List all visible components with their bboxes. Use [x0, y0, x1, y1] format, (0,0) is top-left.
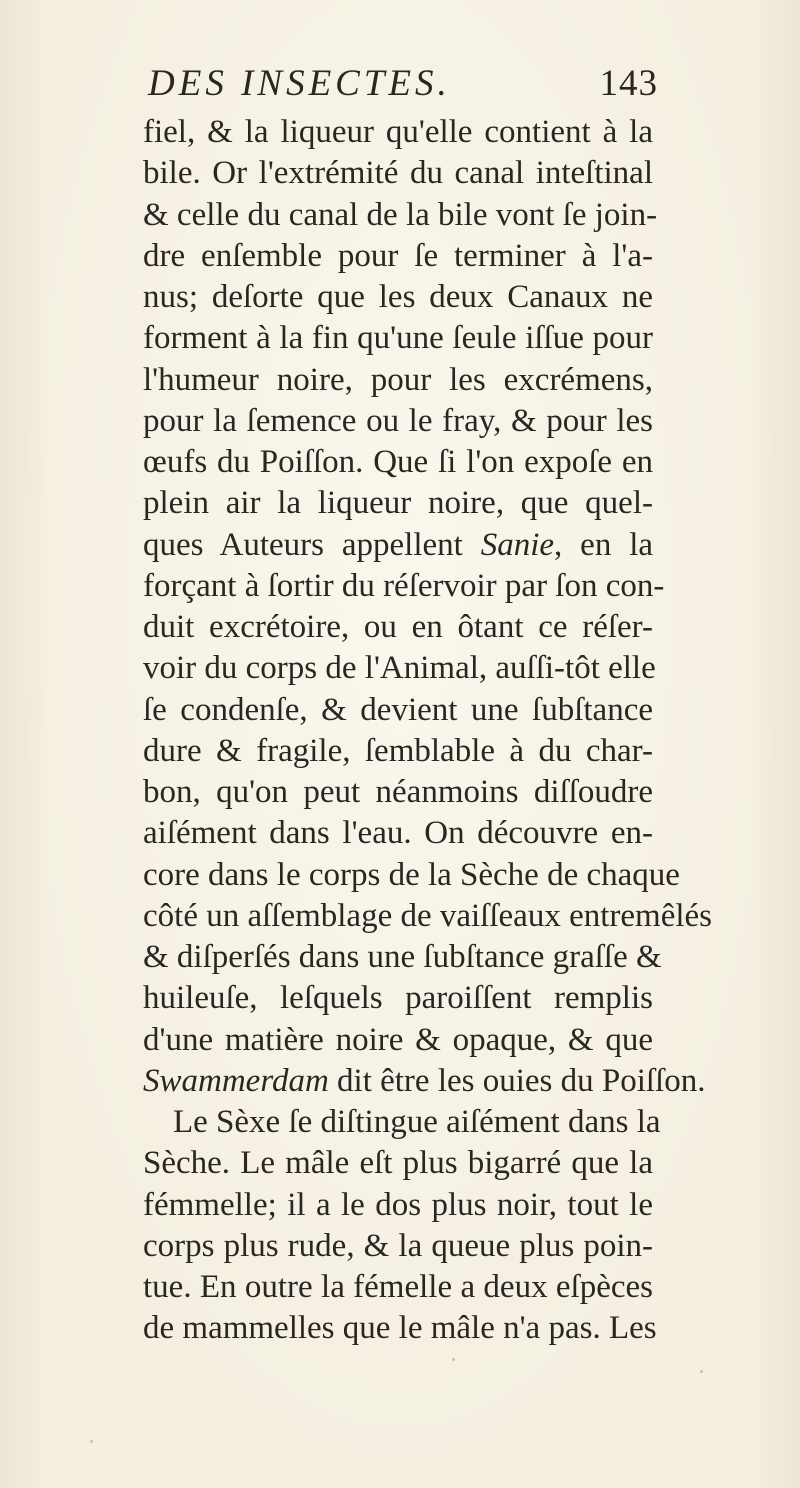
- text-line: & diſperſés dans une ſubſtance graſſe &: [143, 939, 662, 975]
- text-line: ſe condenſe, & devient une ſubſtance: [143, 691, 653, 728]
- text-line: Sèche. Le mâle eſt plus bigarré que la: [143, 1145, 653, 1182]
- text-line: fiel, & la liqueur qu'elle contient à la: [143, 114, 653, 150]
- text-line: corps plus rude, & la queue plus poin-: [143, 1227, 653, 1264]
- text-line: bon, qu'on peut néanmoins diſſoudre: [143, 774, 653, 810]
- text-line: voir du corps de l'Animal, auſſi-tôt elle: [143, 650, 656, 687]
- text-line: nus; deſorte que les deux Canaux ne: [143, 279, 653, 315]
- paper-speck: [90, 1440, 93, 1443]
- text-line: pour la ſemence ou le fray, & pour les: [143, 402, 653, 439]
- paper-speck: [700, 1370, 703, 1373]
- running-title: DES INSECTES.: [148, 63, 451, 104]
- page-number: 143: [599, 63, 658, 104]
- text-line: [143, 1061, 706, 1102]
- text-line: d'une matière noire & opaque, & que: [143, 1021, 653, 1058]
- text-line: Le Sèxe ſe diſtingue aiſément dans la: [173, 1104, 661, 1140]
- text-line: core dans le corps de la Sèche de chaque: [143, 856, 680, 893]
- text-line: & celle du canal de la bile vont ſe join-: [143, 196, 658, 233]
- text-line: huileuſe, leſquels paroiſſent remplis: [143, 980, 653, 1017]
- text-line: plein air la liqueur noire, que quel-: [143, 485, 653, 522]
- italic-name: Sanie: [480, 526, 555, 563]
- body-text: [143, 112, 712, 1350]
- text-line: tue. En outre la fémelle a deux eſpèces: [143, 1269, 653, 1305]
- text-line: dure & fragile, ſemblable à du char-: [143, 732, 653, 769]
- text-segment: dit être les ouies du Poiſſon.: [328, 1062, 706, 1099]
- text-line: de mammelles que le mâle n'a pas. Les: [143, 1310, 657, 1347]
- text-segment: ques Auteurs appellent: [143, 526, 481, 563]
- italic-name: Swammerdam: [143, 1062, 329, 1099]
- text-line: [143, 525, 653, 566]
- page-header: [148, 62, 658, 106]
- text-line: dre enſemble pour ſe terminer à l'a-: [143, 237, 653, 274]
- text-line: aiſément dans l'eau. On découvre en-: [143, 815, 653, 852]
- text-line: œufs du Poiſſon. Que ſi l'on expoſe en: [143, 444, 653, 480]
- text-line: forment à la fin qu'une ſeule iſſue pour: [143, 320, 653, 357]
- text-line: fémmelle; il a le dos plus noir, tout le: [143, 1186, 653, 1223]
- text-line: l'humeur noire, pour les excrémens,: [143, 361, 653, 398]
- text-line: forçant à ſortir du réſervoir par ſon con-: [143, 567, 665, 604]
- text-segment: , en la: [554, 526, 654, 563]
- paper-speck: [452, 1358, 455, 1361]
- text-line: duit excrétoire, ou en ôtant ce réſer-: [143, 609, 653, 645]
- text-line: bile. Or l'extrémité du canal inteſtinal: [143, 155, 653, 192]
- text-line: côté un aſſemblage de vaiſſeaux entremêlés: [143, 897, 712, 934]
